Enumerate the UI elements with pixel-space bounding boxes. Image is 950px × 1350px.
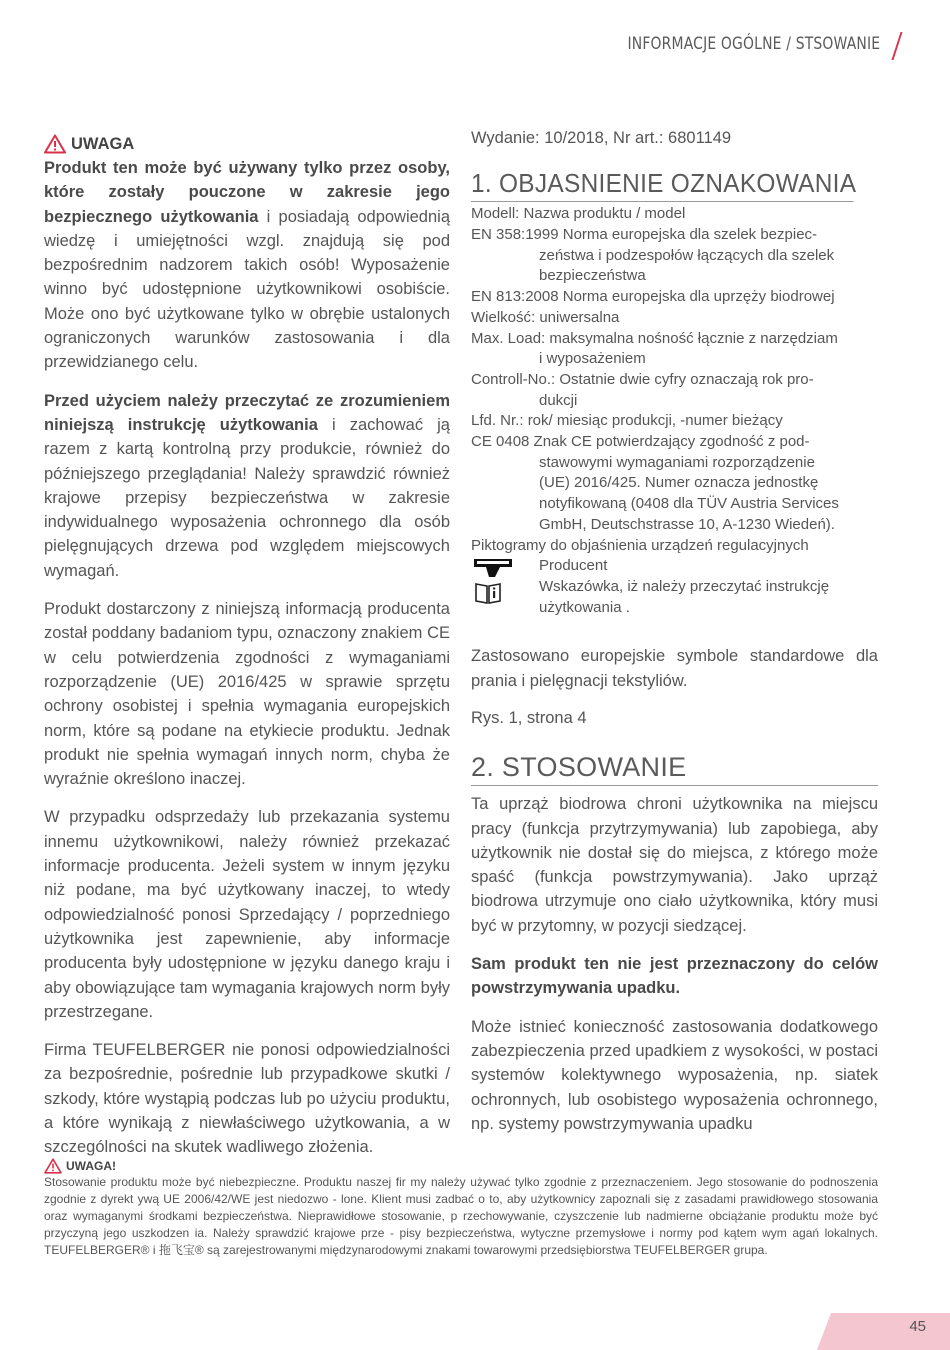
def-en358: EN 358:1999 Norma europejska dla szelek bezpiec- (471, 226, 818, 243)
def-read-manual: Wskazówka, iż należy przeczytać instrukcję (539, 577, 830, 595)
read-instructions-paragraph (44, 389, 450, 583)
def-en813: EN 813:2008 Norma europejska dla uprzęży biodrowej (471, 288, 835, 306)
header-accent-slash (891, 32, 902, 60)
symbols-paragraph: Zastosowano europejskie symbole standardowe dla prania i pielęgnacji tekstyliów. (471, 647, 878, 690)
manufacturer-logo-icon (474, 559, 512, 577)
liability-paragraph: Firma TEUFELBERGER nie ponosi odpowiedzialności za bezpośrednie, pośrednie lub przypadkowe skutki / szkody, które wystąpią podczas lub po użyciu produktu, a które wynikają z niewłaściwego użytkowania, a w szczególności na skutek wadliwego złożenia. (44, 1041, 450, 1157)
section1-title: 1. OBJASNIENIE OZNAKOWANIA (471, 168, 854, 202)
warning-paragraph (44, 156, 450, 375)
def-ce: CE 0408 Znak CE potwierdzający zgodność z pod- (471, 433, 810, 451)
def-lfd-nr: Lfd. Nr.: rok/ miesiąc produkcji, -numer bieżący (471, 412, 783, 430)
def-model: Modell: Nazwa produktu / model (471, 205, 686, 223)
warning-icon (44, 134, 66, 154)
book-info-icon (474, 581, 502, 605)
additional-protection-paragraph: Może istnieć konieczność zastosowania dodatkowego zabezpieczenia przed upadkiem z wysokości, w postaci systemów kolektywnego wyposażenia, np. siatek ochronnych, lub osobistego wyposażenia ochronnego, np. systemy powstrzymywania upadku (471, 1017, 878, 1133)
usage-paragraph: Ta uprząż biodrowa chroni użytkownika na miejscu pracy (funkcja przytrzymywania) lub zapobiega, aby użytkownik nie dostał się do miejsca, z którego może spaść (funkcja powstrzymywania). Jako uprząż biodrowa utrzymuje ono ciało użytkownika, który musi być w przytomny, w pozycji siedzącej. (471, 795, 878, 935)
def-pictograms: Piktogramy do objaśnienia urządzeń regulacyjnych (471, 536, 809, 554)
warning-label: UWAGA (71, 134, 135, 153)
def-en358-cont1: zeństwa i podzespołów łączących dla szelek (539, 246, 835, 264)
def-ce-cont3: notyfikowaną (0408 dla TÜV Austria Services (539, 495, 839, 513)
page-number-tab (817, 1313, 950, 1350)
def-max-load-cont: i wyposażeniem (539, 350, 646, 368)
warning-icon (44, 1158, 62, 1174)
def-size: Wielkość: uniwersalna (471, 308, 620, 326)
usage-bold-note (471, 952, 878, 1001)
producer-pictogram-row (471, 556, 878, 577)
def-read-manual-cont: użytkowania . (539, 598, 630, 616)
def-max-load: Max. Load: maksymalna nośność łącznie z narzędziam (471, 329, 838, 347)
usage-bold-text: Sam produkt ten nie jest przeznaczony do celów powstrzymywania upadku. (471, 955, 878, 998)
def-en358-cont2: bezpieczeństwa (539, 267, 646, 285)
header-title: INFORMACJE OGÓLNE / STSOWANIE (627, 34, 880, 54)
resale-paragraph: W przypadku odsprzedaży lub przekazania systemu innemu użytkownikowi, należy również przekazać informacje producenta. Jeżeli system w innym języku niż podane, ma być użytkowany inaczej, to wtedy odpowiedzialność ponosi Sprzedający / poprzedniego użytkownika jest zapewnienie, aby informacje producenta były udostępnione w języku danego kraju i aby obowiązujące tam wymagania krajowych norm były przestrzegane. (44, 808, 450, 1021)
warning-heading (44, 132, 450, 156)
def-control-no: Controll-No.: Ostatnie dwie cyfry oznaczają rok pro- (471, 370, 814, 388)
section2-title: 2. STOSOWANIE (471, 752, 878, 786)
def-ce-cont2: (UE) 2016/425. Numer oznacza jednostkę (539, 474, 819, 492)
footer-warning-label: UWAGA! (66, 1159, 116, 1173)
def-ce-cont1: stawowymi wymaganiami rozporządzenie (539, 453, 815, 471)
marking-definitions (471, 204, 878, 618)
def-ce-cont4: GmbH, Deutschstrasse 10, A-1230 Wiedeń). (539, 515, 835, 533)
read-manual-pictogram-row (471, 577, 878, 618)
read-instructions-bold: Przed użyciem należy przeczytać ze zrozumieniem niniejszą instrukcję użytkowania (44, 391, 450, 434)
footer-warning (44, 1158, 878, 1259)
def-control-no-cont: dukcji (539, 391, 578, 409)
conformity-paragraph: Produkt dostarczony z niniejszą informacją producenta został poddany badaniom typu, oznaczony znakiem CE w celu potwierdzenia zgodności z wymaganiami rozporządzenie (UE) 2016/425 w sprawie sprzętu ochrony osobistej i spełnia wymagania europejskich norm, które są podane na etykiecie produktu. Jednak produkt nie spełnia wymagań innych norm, chyba że wyraźnie określono inaczej. (44, 600, 450, 789)
footer-warning-text: Stosowanie produktu może być niebezpieczne. Produktu naszej fir my należy używać tylko zgodnie z przeznaczeniem. Jego stosowanie do podnoszenia zgodnie z dyrekt ywą UE 2006/42/WE jest niedozwo - lone. Klient musi zadbać o to, aby użytkownicy zapoznali się z zasadami prawidłowego stosowania oraz wymaganymi środkami bezpieczeństwa. Nieprawidłowe stosowanie, p rzechowywanie, czyszczenie lub nadmierne obciążanie produktu może być przyczyną jego uszkodzen ia. Należy sprawdzić krajowe prze - pisy bezpieczeństwa, wytyczne przemysłowe i normy pod kątem wym agań lokalnych. TEUFELBERGER® i 拖飞宝® są zarejestrowanymi międzynarodowymi znakami towarowymi przedsiębiorstwa TEUFELBERGER grupa. (44, 1175, 878, 1257)
page-number: 45 (909, 1318, 926, 1335)
right-column (471, 126, 878, 1136)
edition-line: Wydanie: 10/2018, Nr art.: 6801149 (471, 129, 732, 147)
figure-reference: Rys. 1, strona 4 (471, 708, 587, 727)
left-column (44, 132, 450, 1160)
read-instructions-text: i zachować ją razem z kartą kontrolną przy produkcie, również do późniejszego przeglądania! Należy sprawdzić również krajowe przepisy bezpieczeństwa w zakresie indywidualnego wyposażenia ochronnego dla osób pielęgnujących drzewa pod względem miejscowych wymagań. (44, 415, 450, 580)
warning-bold-text: Produkt ten może być używany tylko przez osoby, które zostały pouczone w zakresie jego bezpiecznego użytkowania (44, 159, 450, 226)
footer-warning-heading (44, 1158, 878, 1174)
def-producer: Producent (539, 557, 608, 575)
warning-text: i posiadają odpowiednią wiedzę i umiejętności wzgl. znajdują się pod bezpośrednim nadzorem takich osób! Wyposażenie winno być udostępnione użytkownikowi osobiście. Może ono być użytkowane tylko w obrębie ustalonych ograniczonych warunków zastosowania i dla przewidzianego celu. (44, 207, 451, 372)
